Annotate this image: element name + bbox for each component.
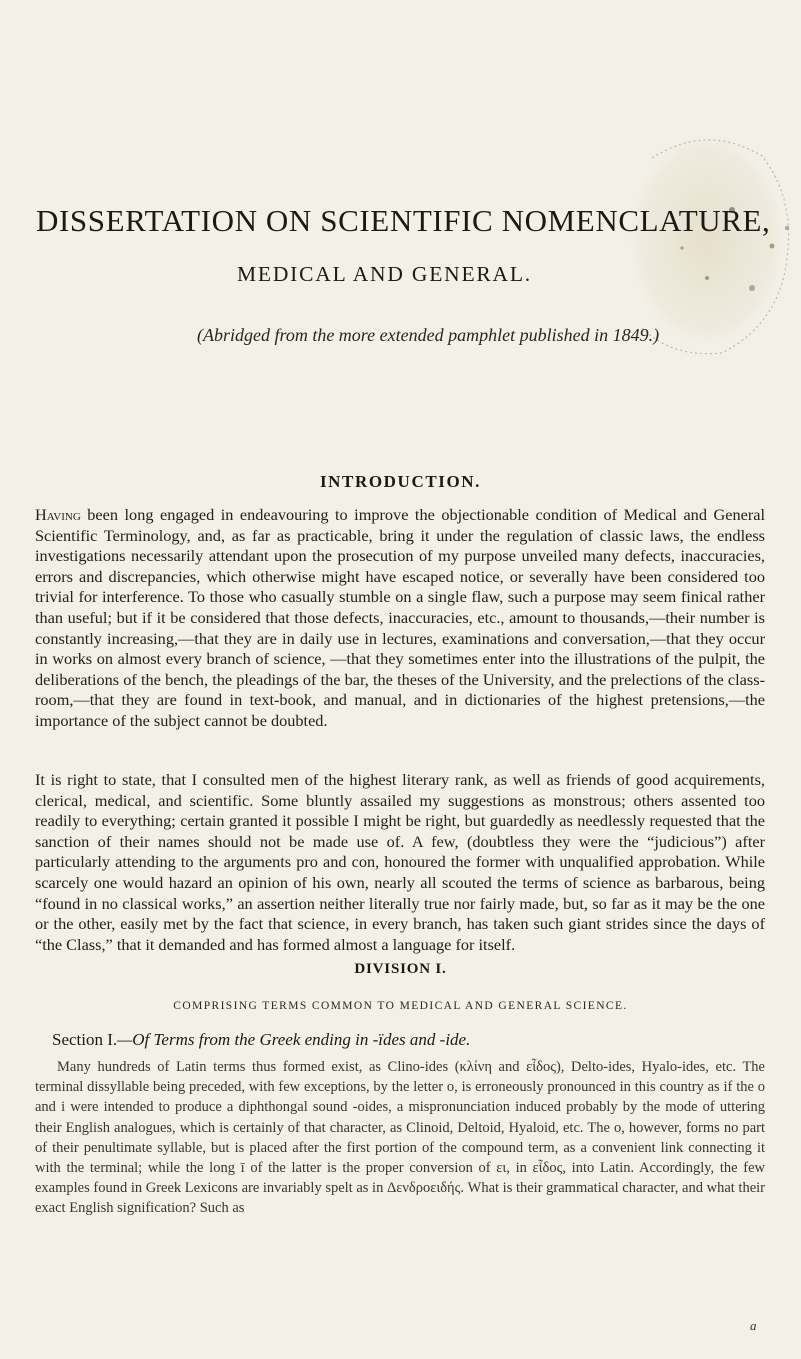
- introduction-heading: INTRODUCTION.: [319, 472, 482, 491]
- introduction-paragraph-1: [35, 505, 765, 732]
- signature-mark: a: [750, 1318, 757, 1333]
- section-title: [52, 1030, 772, 1050]
- section-title-text: —Of Terms from the Greek ending in -ïdes and -ide.: [117, 1030, 471, 1049]
- division-subheading: COMPRISING TERMS COMMON TO MEDICAL AND GENERAL SCIENCE.: [173, 1000, 628, 1012]
- sub-title: MEDICAL AND GENERAL.: [237, 262, 532, 286]
- abridged-note: (Abridged from the more extended pamphlet published in 1849.): [197, 325, 660, 345]
- introduction-paragraph-2: It is right to state, that I consulted men of the highest literary rank, as well as friends of good acquirements, clerical, medical, and scientific. Some bluntly assailed my suggestions as monstrous; others assented too readily to everything; certain granted it possible I might be right, but guardedly as needlessly requested that the sanction of their names should not be made use of. A few, (doubtless they were the “judicious”) after particularly attending to the arguments pro and con, honoured the former with unqualified approbation. While scarcely one would hazard an opinion of his own, nearly all scouted the terms of science as barbarous, being “found in no classical works,” an assertion neither literally true nor fairly made, but, so far as it may be the one or the other, easily met by the fact that science, in every branch, has taken such giant strides since the days of “the Class,” that it demanded and has formed almost a language for itself.: [35, 770, 765, 954]
- paragraph-lead-word: Having: [35, 505, 81, 524]
- paragraph-body: been long engaged in endeavouring to improve the objectionable condition of Medical and General Scientific Terminology, and, as far as practicable, bring it under the regulation of classic laws, the endless investigations necessarily attendant upon the prosecution of my purpose unveiled many defects, inaccuracies, errors and discrepancies, which otherwise might have escaped notice, or severally have been considered too trivial for interference. To those who casually stumble on a single flaw, such a purpose may seem finical rather than useful; but if it be considered that those defects, inaccuracies, etc., amount to thousands,—their number is constantly increasing,—that they are in daily use in lectures, examinations and conversation,—that they occur in works on almost every branch of science, —that they sometimes enter into the illustrations of the pulpit, the deliberations of the bench, the pleadings of the bar, the theses of the University, and the prelections of the class-room,—that they are found in text-book, and manual, and in dictionaries of the highest pretensions,—the importance of the subject cannot be doubted.: [35, 505, 765, 730]
- section-paragraph: Many hundreds of Latin terms thus formed exist, as Clino-ides (κλίνη and εἶδος), Delto-ides, Hyalo-ides, etc. The terminal dissyllable being preceded, with few exceptions, by the letter o, is erroneously pronounced in this country as if the o and i were intended to produce a diphthongal sound -oides, a mispronunciation induced probably by the mode of uttering their English analogues, which is certainly of that character, as Clinoid, Deltoid, Hyaloid, etc. The o, however, forms no part of their penultimate syllable, but is placed after the first portion of the compound term, as a convenient link connecting it with the terminal; while the long ī of the latter is the proper conversion of ει, in εἶδος, into Latin. Accordingly, the few examples found in Greek Lexicons are invariably spelt as in Δενδροειδής. What is their grammatical character, and what their exact English signification? Such as: [35, 1059, 765, 1217]
- division-heading: DIVISION I.: [354, 961, 447, 977]
- main-title: DISSERTATION ON SCIENTIFIC NOMENCLATURE,: [36, 203, 771, 238]
- section-label: Section I.: [52, 1030, 118, 1049]
